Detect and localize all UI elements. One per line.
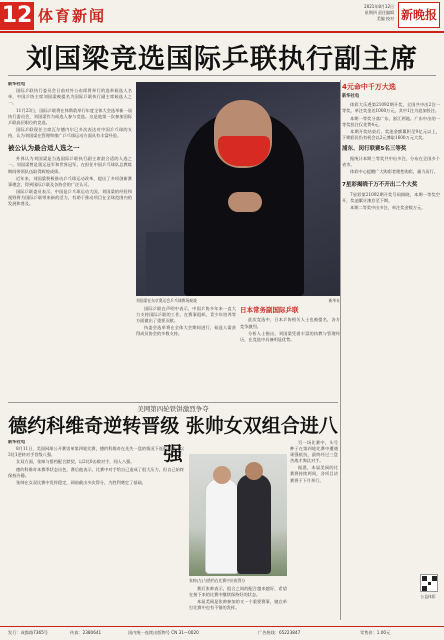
paragraph: 本期开奖结束后，奖池金额累积至9亿元以上，下期彩民仍有机会以2元博取1600万元大奖。 <box>342 128 440 140</box>
qr-code <box>420 574 438 592</box>
lower-right-column <box>290 440 338 624</box>
sidebar-title: 7星彩揭晓千万不开出二个大奖 <box>342 182 418 189</box>
paragraph: 张帅在女双比赛中发挥稳定，网前截击多次得分，为胜利奠定了基础。 <box>16 479 146 485</box>
divider <box>8 402 338 403</box>
footer-item: 传真：2380641 <box>70 630 102 635</box>
paragraph: 8月11日，美国网球公开赛男单第四轮比赛，德约科维奇在先失一盘的情况下连扳三盘，以3比1逆转对手晋级八强。 <box>8 446 184 458</box>
tennis-photo <box>189 454 287 576</box>
paragraph: 近年来，刘国梁积极推动乒乓球运动改革，提出了多项创新赛事理念，得到国际乒联及各协会的广泛认可。 <box>8 175 132 187</box>
column-divider <box>340 80 341 620</box>
subhead: 日本常务副国际乒联 <box>240 306 299 314</box>
meta-line: 美编 校对 <box>376 16 394 21</box>
divider <box>8 75 436 76</box>
page-header <box>0 0 444 34</box>
footer-item: 广告热线：65223847 <box>258 630 301 635</box>
paragraph: 另一场比赛中，头号种子在第四轮比赛中遭遇顽强抵抗，最终经过三盘苦战才淘汰对手。 <box>290 440 338 464</box>
footer-rule <box>0 626 444 627</box>
page-footer <box>0 626 444 640</box>
paragraph: 国际乒联在声明中表示，中国乒协多年来一直大力支持国际乒联的工作，在赛事组织、青少年培养等方面做出了重要贡献。 <box>136 306 236 324</box>
photo-credit: 新华社 <box>328 298 340 303</box>
paragraph: 赛后张帅表示，组合之间的配合越来越好，希望在接下来的比赛中继续保持好的状态。 <box>189 586 287 598</box>
subhead: 被公认为最合适人选之一 <box>8 143 80 152</box>
paragraph: 体彩大乐透第21092期开奖，全国共中出2注一等奖，单注奖金达1000万元，其中1注为追加投注。 <box>342 102 440 114</box>
paragraph: 执委会选举将在全体大会期间进行，候选人需获得成员协会的多数支持。 <box>136 325 236 337</box>
byline: 新华社电 <box>8 82 26 87</box>
lower-headline: 德约科维奇逆转晋级 张帅女双组合进八强 <box>8 415 338 465</box>
lower-middle-column <box>189 586 287 624</box>
photo-player-right <box>237 474 271 574</box>
paragraph: 据悉，本届美网的比赛将持续两周，各项目决赛将于下月举行。 <box>290 465 338 483</box>
main-headline: 刘国梁竞选国际乒联执行副主席 <box>26 44 418 75</box>
photo-caption: 刘国梁在东京奥运会乒乓球赛场观战 <box>136 298 197 303</box>
paragraph: 本期一等奖分落广东、浙江两地。广东中出的一等奖投注仅花费4元。 <box>342 115 440 127</box>
sidebar-title: 4元命中千万大选 <box>342 83 396 91</box>
paragraph: 国际乒联现任主席瓦尔德内尔已多次表达对中国乒乓球的支持，认为刘国梁在管理和推广乒乓球运动方面具有丰富经验。 <box>8 126 132 138</box>
lower-left-column <box>8 440 184 624</box>
photo-caption: 张帅(左)与搭档在比赛中庆祝得分 <box>189 578 246 583</box>
meta-line: 星期四 责任编辑 <box>364 10 394 15</box>
photo-face-mask <box>218 136 270 166</box>
paragraph: 本期二等奖中出多注，单注奖金数万元。 <box>350 205 426 211</box>
paragraph: 外界认为刘国梁是当选国际乒联执行副主席最合适的人选之一。刘国梁曾是奥运冠军和世界冠军，在担任中国乒乓球队总教练期间带领队伍取得辉煌成绩。 <box>8 156 132 174</box>
issue-meta <box>330 4 394 22</box>
paragraph: 11月23日，国际乒联将在休斯敦举行年度全体大会选举新一届执行委员会，刘国梁作为候选人参与竞选。这是他第一次参加国际乒联高层职位的竞选。 <box>8 107 132 125</box>
sidebar <box>342 82 440 570</box>
byline: 新华社电 <box>342 94 360 100</box>
meta-line: 2021年8月12日 <box>364 4 394 9</box>
footer-item: 发行：成都路7365号 <box>8 630 48 635</box>
footer-item: 国内统一连续出版物号 CN 31—0020 <box>128 630 199 635</box>
header-rule <box>0 31 444 33</box>
masthead-logo: 新晚报 <box>398 2 440 28</box>
section-title: 体育新闻 <box>38 7 107 25</box>
paragraph: 德约科维奇本赛季状态出色，赛后他表示，比赛中对手给自己造成了很大压力，但自己始终保持冷静。 <box>8 466 184 478</box>
left-column <box>8 82 132 402</box>
paragraph: 据统计本期三等奖共中出多注，分布在全国多个省市。 <box>342 155 440 167</box>
photo-head <box>213 466 231 484</box>
paragraph: 分析人士指出，刘国梁凭借丰富的执教与管理经历，在竞选中具备明显优势。 <box>240 330 340 342</box>
paragraph: 此次竞选中，日本乒协相关人士也被提名，各方竞争激烈。 <box>240 317 340 329</box>
page-number: 12 <box>1 3 33 28</box>
photo-player-left <box>205 478 239 574</box>
paragraph: 体彩中心提醒广大购彩者理性购彩，量力而行。 <box>350 169 438 175</box>
middle-column-1 <box>136 306 236 400</box>
qr-caption: 公益体彩 <box>420 594 436 599</box>
news-photo <box>136 82 340 296</box>
photo-hand <box>228 192 262 212</box>
footer-item: 零售价：1.00元 <box>360 630 391 635</box>
paragraph: 7星彩第21092期开奖号码揭晓，本期一等奖空开，奖池累计滚存至下期。 <box>342 192 440 204</box>
paragraph: 国际乒联执行委员会日前对外公布即将举行的选举候选人名单，中国乒协主席刘国梁被提名为国际乒联执行副主席候选人之一。 <box>8 88 132 106</box>
paragraph: 女双方面，张帅与搭档配合默契，以2比0击败对手，闯入八强。 <box>16 459 135 465</box>
photo-head <box>245 462 263 480</box>
lower-kicker: 美网第四轮铁饼激烈争夺 <box>137 405 209 413</box>
paragraph: 国际乒联委员表示，中国是乒乓球运动大国，刘国梁的经验和视野将为国际乒联带来新的活力，有助于推动项目在全球范围内的发展和普及。 <box>8 188 132 207</box>
paragraph: 本届美网是张帅参加的又一个重要赛事，她在单打比赛中也有不错的发挥。 <box>189 599 287 611</box>
middle-column-2 <box>240 306 340 400</box>
byline: 新华社电 <box>8 440 26 445</box>
sidebar-subhead: 浦东、闵行联赛5名三等奖 <box>342 145 407 152</box>
